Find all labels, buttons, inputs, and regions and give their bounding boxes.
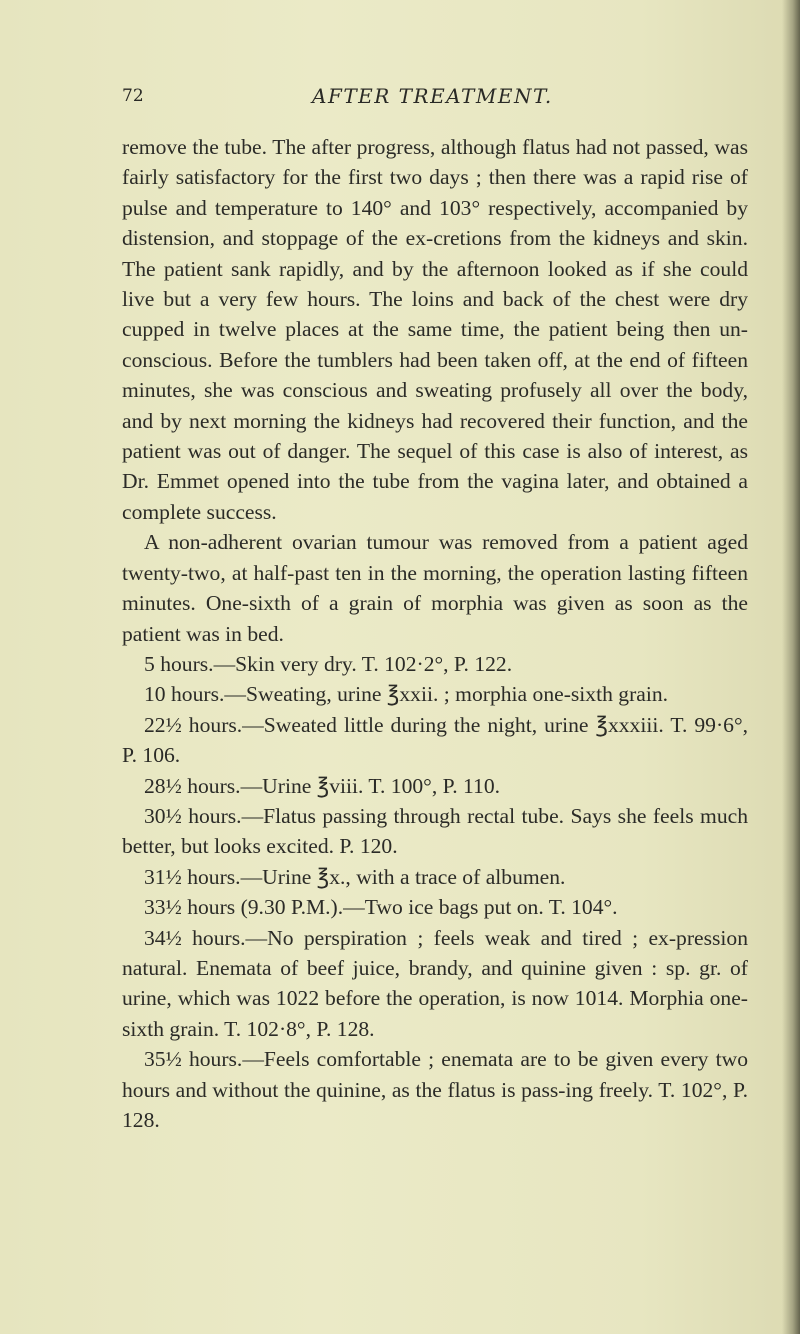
body-text (122, 132, 748, 1135)
clinical-note: 28½ hours.—Urine ℥viii. T. 100°, P. 110. (144, 773, 501, 798)
page-edge-shadow (782, 0, 800, 1334)
clinical-note: 31½ hours.—Urine ℥x., with a trace of albumen. (144, 864, 566, 889)
clinical-note: 30½ hours.—Flatus passing through rectal tube. Says she feels much better, but looks excited. P. 120. (122, 803, 748, 859)
paragraph: A non-adherent ovarian tumour was removed from a patient aged twenty-two, at half-past ten in the morning, the operation lasting fifteen minutes. One-sixth of a grain of morphia was given as soon as the patient was in bed. (122, 530, 748, 646)
paragraph: remove the tube. The after progress, although flatus had not passed, was fairly satisfactory for the first two days ; then there was a rapid rise of pulse and temperature to 140° and 103° respectively, accompanied by distension, and stoppage of the ex-cretions from the kidneys and skin. The patient sank rapidly, and by the afternoon looked as if she could live but a very few hours. The loins and back of the chest were dry cupped in twelve places at the same time, the patient being then un-conscious. Before the tumblers had been taken off, at the end of fifteen minutes, she was conscious and sweating profusely all over the body, and by next morning the kidneys had recovered their function, and the patient was out of danger. The sequel of this case is also of interest, as Dr. Emmet opened into the tube from the vagina later, and obtained a complete success. (122, 135, 748, 524)
clinical-note: 10 hours.—Sweating, urine ℥xxii. ; morphia one-sixth grain. (144, 682, 669, 707)
page-header (122, 86, 742, 116)
clinical-note: 5 hours.—Skin very dry. T. 102·2°, P. 122. (144, 651, 513, 676)
clinical-note: 34½ hours.—No perspiration ; feels weak and tired ; ex-pression natural. Enemata of beef juice, brandy, and quinine given : sp. gr. of urine, which was 1022 before the operation, is now 1014. Morphia one-sixth grain. T. 102·8°, P. 128. (122, 925, 748, 1041)
clinical-note: 33½ hours (9.30 P.M.).—Two ice bags put on. T. 104°. (144, 895, 618, 920)
clinical-note: 35½ hours.—Feels comfortable ; enemata are to be given every two hours and without the quinine, as the flatus is pass-ing freely. T. 102°, P. 128. (122, 1047, 748, 1132)
page-number: 72 (122, 86, 144, 106)
running-head: AFTER TREATMENT. (312, 84, 553, 108)
clinical-note: 22½ hours.—Sweated little during the night, urine ℥xxxiii. T. 99·6°, P. 106. (122, 712, 748, 768)
